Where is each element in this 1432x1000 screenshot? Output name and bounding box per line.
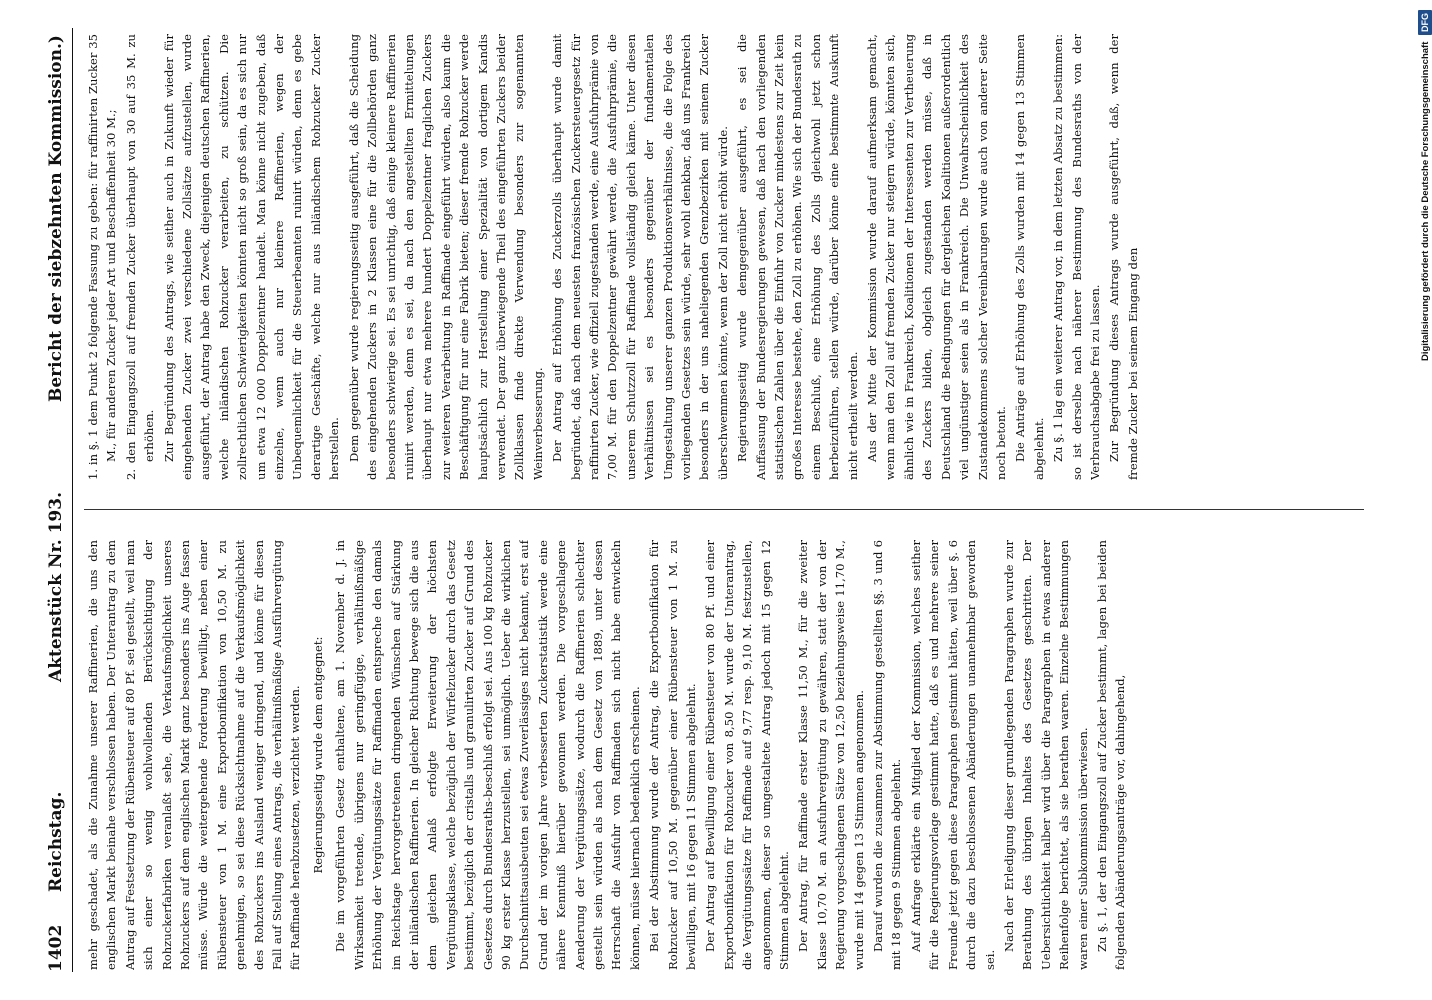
dfg-logo: DFG — [1418, 10, 1432, 35]
paragraph: Zur Begründung dieses Antrags wurde ausgeführt, daß, wenn der fremde Zucker bei seinem Eingang den — [1107, 34, 1140, 480]
paragraph: mehr geschadet, als die Zunahme unserer Raffinerien, die uns den englischen Markt beinahe verschlossen haben. Der Unterantrag zu dem Antrag auf Festsetzung der Rübensteuer auf 80 Pf. sei gestellt, weil man sich einer so wenig wohlwollenden Berücksichtigung der Rohzuckerfabriken veranlaßt sehe, die Verkaufsmöglichkeit unseres Rohzuckers auf dem englischen Markt ganz besonders ins Auge fassen müsse. Würde die weitergehende Forderung bewilligt, neben einer Rübensteuer von 1 M. eine Exportbonifikation von 10,50 M. zu genehmigen, so sei diese Rücksichtnahme auf die Verkaufsmöglichkeit des Rohzuckers ins Ausland weniger dringend, und könne für diesen Fall auf Stellung eines Antrags, die verhältnißmäßige Ausführvergütung für Raffinade herabzusetzen, verzichtet werden. — [86, 540, 303, 970]
page-number: 1402 — [46, 924, 66, 972]
list-item: 1. in §. 1 dem Punkt 2 folgende Fassung zu geben: für raffinirten Zucker 35 M., für anderen Zucker jeder Art und Beschaffenheit 30 M.; — [86, 34, 119, 480]
digitization-text: Digitalisierung gefördert durch die Deutsche Forschungsgemeinschaft — [1420, 41, 1431, 361]
column-divider — [84, 509, 1364, 510]
paragraph: Der Antrag, für Raffinade erster Klasse 11,50 M., für die zweiter Klasse 10,70 M. an Ausfuhrvergütung zu gewähren, statt der von der Regierung vorgeschlagenen Sätze von 12,50 beziehungsweise 11,70 M., wurde mit 14 gegen 13 Stimmen angenommen. — [796, 540, 866, 970]
running-title-right: Bericht der siebzehnten Kommission.) — [46, 35, 66, 402]
paragraph: Auf Anfrage erklärte ein Mitglied der Kommission, welches seither für die Regierungsvorlage gestimmt hatte, daß es und mehrere seiner Freunde jetzt gegen diese Paragraphen gestimmt hätten, weil über §. 6 durch die dazu beschlossenen Abänderungen unannehmbar geworden sei. — [908, 540, 997, 970]
paragraph: Nach der Erledigung dieser grundlegenden Paragraphen wurde zur Berathung des übrigen Inhaltes des Gesetzes geschritten. Der Uebersichtlichkeit halber wird über die Paragraphen in etwas anderer Reihenfolge berichtet, als sie berathen waren. Einzelne Bestimmungen waren einer Subkommission überwiesen. — [1001, 540, 1090, 970]
paragraph: Die im vorgeführten Gesetz enthaltene, am 1. November d. J. in Wirksamkeit tretende, übrigens nur geringfügige, verhältnißmäßige Erhöhung der Vergütungssätze für Raffinaden entspreche den damals im Reichstage hervorgetretenen dringenden Wünschen auf Stärkung der inländischen Raffinerien. In gleicher Richtung bewege sich die aus dem gleichen Anlaß erfolgte Erweiterung der höchsten Vergütungsklasse, welche bezüglich der Würfelzucker durch das Gesetz bestimmt, bezüglich der cristalls und granulirten Zucker auf Grund des Gesetzes durch Bundesraths-beschluß erfolgt sei. Aus 100 kg Rohzucker 90 kg erster Klasse herzustellen, sei unmöglich. Ueber die wirklichen Durchschnittsausbeuten sei etwas Zuverlässiges nicht bekannt, erst auf Grund der im vorigen Jahre verbesserten Zuckerstatistik werde eine nähere Kenntniß hierüber gewonnen werden. Die vorgeschlagene Aenderung der Vergütungssätze, wodurch die Raffinerien schlechter gestellt sein würden als nach dem Gesetz von 1889, unter dessen Herrschaft die Ausfuhr von Raffinaden sich nicht habe entwickeln können, müsse hiernach bedenklich erscheinen. — [333, 540, 642, 970]
text-column-left — [84, 540, 1364, 970]
paragraph: Bei der Abstimmung wurde der Antrag, die Exportbonifikation für Rohzucker auf 10,50 M. gegenüber einer Rübensteuer von 1 M. zu bewilligen, mit 16 gegen 11 Stimmen abgelehnt. — [647, 540, 698, 970]
running-title-left: Reichstag. — [46, 791, 66, 892]
paragraph: Der Antrag auf Bewilligung einer Rübensteuer von 80 Pf. und einer Exportbonifikation für Rohzucker von 8,50 M. wurde der Unterantrag, die Vergütungssätze für Raffinade auf 9,77 resp. 9,10 M. festzustellen, angenommen, dieser so umgestaltete Antrag jedoch mit 15 gegen 12 Stimmen abgelehnt. — [703, 540, 792, 970]
paragraph: Zu §. 1, der den Eingangszoll auf Zucker bestimmt, lagen bei beiden folgenden Abänderungsanträge vor, dahingehend, — [1094, 540, 1128, 970]
paragraph: Regierungsseitig wurde demgegenüber ausgeführt, es sei die Auffassung der Bundesregierungen gewesen, daß nach den vorliegenden statistischen Zahlen über die Einfuhr von Zucker mindestens zur Zeit kein großes Interesse bestehe, den Zoll zu erhöhen. Wie sich der Bundesrath zu einem Beschluß, eine Erhöhung des Zolls gleichwohl jetzt schon herbeizuführen, stellen würde, darüber könne eine bestimmte Auskunft nicht ertheilt werden. — [735, 34, 860, 480]
page-header — [38, 28, 73, 972]
text-column-right — [84, 34, 1364, 480]
paragraph: Dem gegenüber wurde regierungsseitig ausgeführt, daß die Scheidung des eingehenden Zuckers in 2 Klassen eine für die Zollbehörden ganz besonders schwierige sei. Es sei unrichtig, daß einige kleinere Raffinerien ruinirt werden, denn es sei, da nach den angestellten Ermittelungen überhaupt nur etwa mehrere hundert Doppelzentner fraglichen Zuckers zur weiteren Verarbeitung in Raffinade eingeführt würden, also kaum die Beschäftigung für nur eine Fabrik bieten; dieser fremde Rohzucker werde hauptsächlich zur Herstellung einer Spezialität von dortigem Kandis verwendet. Der ganz überwiegende Theil des eingeführten Zuckers beider Zollklassen finde direkte Verwendung besonders zur sogenannten Weinverbesserung. — [346, 34, 545, 480]
paragraph: Zu §. 1 lag ein weiterer Antrag vor, in dem letzten Absatz zu bestimmen: so ist derselbe nach näherer Bestimmung des Bundesraths von der Verbrauchsabgabe frei zu lassen. — [1051, 34, 1102, 480]
digitization-credit — [1418, 0, 1432, 1000]
paragraph: Die Anträge auf Erhöhung des Zolls wurden mit 14 gegen 13 Stimmen abgelehnt. — [1013, 34, 1046, 480]
paragraph: Zur Begründung des Antrags, wie seither auch in Zukunft wieder für eingehenden Zucker zwei verschiedene Zollsätze aufzustellen, wurde ausgeführt, der Antrag habe den Zweck, diejenigen deutschen Raffinerien, welche inländischen Rohzucker verarbeiten, zu schützen. Die zollrechtlichen Schwierigkeiten könnten nicht so groß sein, da es sich nur um etwa 12 000 Doppelzentner handelt. Man könne nicht zugeben, daß einzelne, wenn auch nur kleinere Raffinerien, wegen der Unbequemlichkeit für die Steuerbeamten ruinirt würden, denn es gebe derartige Geschäfte, welche nur aus inländischem Rohzucker Zucker herstellen. — [161, 34, 342, 480]
paragraph: Regierungsseitig wurde dem entgegnet: — [310, 636, 325, 874]
list-item: 2. den Eingangszoll auf fremden Zucker überhaupt von 30 auf 35 M. zu erhöhen. — [123, 34, 157, 480]
document-number: Aktenstück Nr. 193. — [46, 491, 66, 682]
paragraph: Aus der Mitte der Kommission wurde darauf aufmerksam gemacht, wenn man den Zoll auf fremden Zucker nur steigern würde, könnten sich, ähnlich wie in Frankreich, Koalitionen der Interessenten zur Vertheuerung des Zuckers bilden, obgleich zugestanden werden müsse, daß in Deutschland die Bedingungen für dergleichen Koalitionen außerordentlich viel ungünstiger seien als in Frankreich. Die Unwahrscheinlichkeit des Zustandekommens solcher Vereinbarungen wurde auch von anderer Seite noch betont. — [865, 34, 1008, 480]
paragraph: Der Antrag auf Erhöhung des Zuckerzolls überhaupt wurde damit begründet, daß nach dem neuesten französischen Zuckersteuergesetz für raffinirten Zucker, wie offiziell zugestanden werde, eine Ausfuhrprämie von 7,00 M. für den Doppelzentner gewährt werde, die Ausfuhrprämie, die unserem Schutzzoll für Raffinade vollständig gleich käme. Unter diesen Verhältnissen sei es besonders gegenüber der fundamentalen Umgestaltung unserer ganzen Produktionsverhältnisse, die die Folge des vorliegenden Gesetzes sein würde, sehr wohl denkbar, daß uns Frankreich besonders in der uns naheliegenden Grenzbezirken mit seinem Zucker überschwemmen könnte, wenn der Zoll nicht erhöht würde. — [550, 34, 730, 480]
paragraph: Darauf wurden die zusammen zur Abstimmung gestellten §§. 3 und 6 mit 18 gegen 9 Stimmen abgelehnt. — [871, 540, 904, 970]
